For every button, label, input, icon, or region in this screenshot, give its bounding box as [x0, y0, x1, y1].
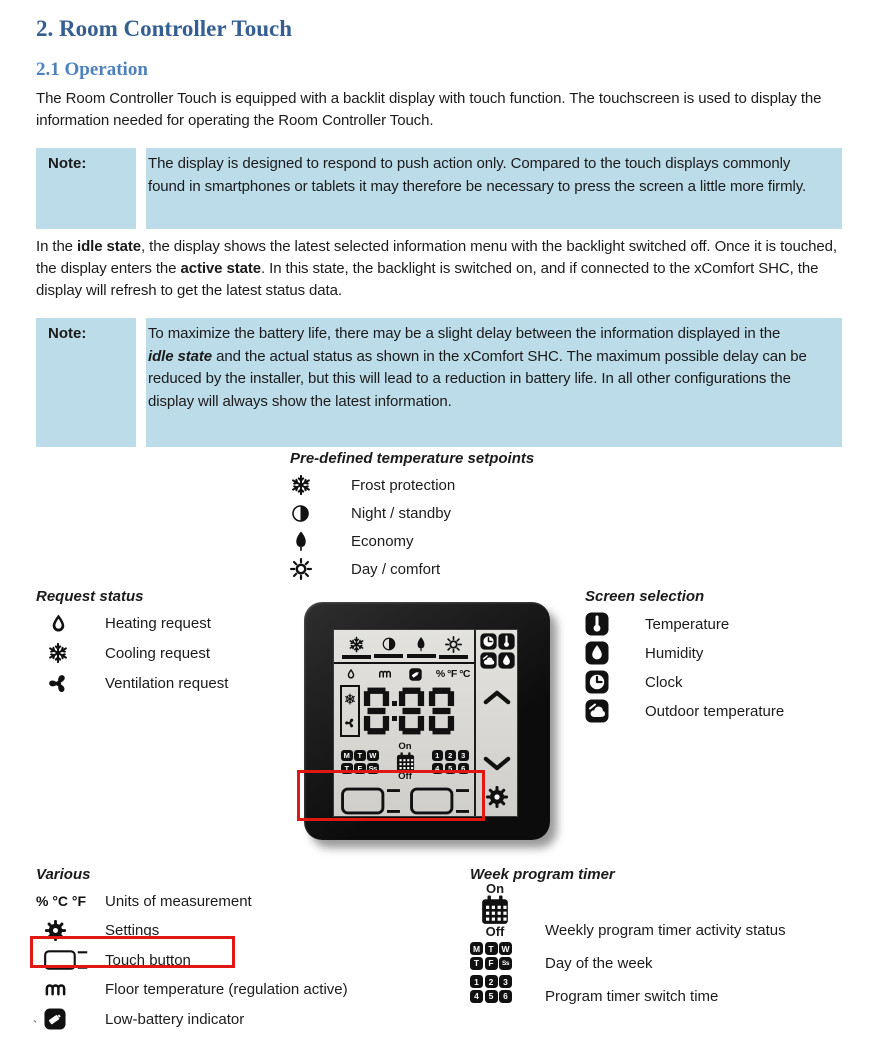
legend-label: Frost protection — [351, 476, 456, 494]
lcd-status-row — [340, 666, 470, 682]
lcd-divider — [334, 662, 474, 664]
intro-paragraph: The Room Controller Touch is equipped with a backlit display with touch function. The touchscreen is used to display the information needed for operating the Room Controller Touch. — [36, 90, 822, 129]
day-square: W — [499, 942, 512, 955]
droplet-icon — [585, 641, 645, 665]
week-timer-title: Week program timer — [470, 866, 615, 883]
day-square: T — [485, 942, 498, 955]
text-run: To maximize the battery life, there may be a slight delay between the information displayed in the — [148, 325, 781, 342]
calendar-grid-icon — [481, 895, 509, 925]
gear-icon — [485, 785, 509, 809]
legend-row — [36, 978, 348, 1001]
droplet-icon — [498, 652, 515, 669]
on-label: On — [398, 741, 412, 752]
day-square: M — [341, 750, 353, 762]
thermometer-icon — [585, 612, 645, 636]
clock-icon — [585, 670, 645, 694]
legend-row — [36, 1008, 348, 1030]
lcd-screen-select-icons — [480, 633, 516, 669]
day-square: F — [485, 957, 498, 970]
half-moon-icon — [290, 503, 351, 524]
screen-selection-title: Screen selection — [585, 588, 705, 605]
bold-idle-state: idle state — [77, 238, 142, 255]
off-label: Off — [398, 770, 412, 782]
legend-label: Clock — [645, 673, 683, 691]
legend-row — [290, 530, 534, 552]
segment-bar — [439, 655, 468, 659]
note-box-2 — [36, 318, 842, 447]
legend-label: Humidity — [645, 644, 704, 662]
note-text — [146, 318, 842, 447]
time-square: 6 — [458, 763, 470, 775]
bold-italic-idle-state: idle state — [148, 347, 213, 365]
mode-indicator — [340, 685, 360, 737]
request-status-legend — [36, 588, 228, 703]
clock-icon — [480, 633, 497, 650]
legend-label: Touch button — [105, 951, 191, 969]
bold-active-state: active state — [180, 260, 261, 277]
lcd-units-text: % °F °C — [435, 668, 470, 680]
segment-bar — [342, 655, 371, 659]
legend-label: Day / comfort — [351, 560, 441, 578]
on-label: On — [485, 881, 505, 896]
legend-label: Day of the week — [545, 955, 653, 972]
touch-button-legend-highlight-box — [30, 936, 235, 968]
note-box-1 — [36, 148, 842, 229]
text-run: , the display shows the latest selected information menu with the backlight switched off. Once it is touched, the display enters the — [36, 238, 837, 277]
setpoints-legend — [290, 450, 534, 586]
heating-drop-icon — [48, 613, 105, 634]
legend-label: Low-battery indicator — [105, 1010, 245, 1028]
day-square: T — [341, 763, 353, 775]
time-square: 2 — [445, 750, 457, 762]
legend-row — [36, 890, 348, 912]
day-square: F — [354, 763, 366, 775]
legend-row — [585, 670, 784, 694]
legend-label: Night / standby — [351, 504, 452, 522]
lcd-frost-icon — [341, 636, 372, 659]
mode-snowflake-icon — [344, 693, 356, 705]
calendar-grid-icon — [396, 752, 415, 772]
fan-icon — [47, 672, 105, 695]
note-text: The display is designed to respond to push action only. Compared to the touch displays commonly found in smartphones or tablets it may therefore be necessary to press the screen a little more firmly. — [146, 148, 842, 229]
lcd-comfort-icon — [438, 636, 469, 659]
legend-label: Weekly program timer activity status — [545, 922, 786, 939]
page-title: 2. Room Controller Touch — [36, 16, 293, 41]
lcd-setpoint-row — [340, 635, 470, 659]
colon-separator — [390, 685, 398, 737]
legend-row — [36, 612, 228, 634]
day-of-week-squares — [470, 942, 512, 970]
chevron-up-icon — [483, 690, 511, 705]
low-battery-icon — [44, 1008, 105, 1030]
legend-label: Settings — [105, 922, 160, 939]
note-gutter — [136, 148, 146, 229]
legend-label: Outdoor temperature — [645, 702, 785, 720]
digit-8 — [428, 685, 455, 737]
time-square: 3 — [458, 750, 470, 762]
seven-segment-display — [340, 685, 470, 737]
legend-row — [290, 558, 534, 580]
lcd-night-icon — [373, 636, 404, 659]
page-artifact-mark: ` — [33, 1018, 38, 1033]
chevron-down-icon — [483, 756, 511, 771]
text-run: In the — [36, 238, 77, 255]
time-square: 1 — [432, 750, 444, 762]
text-content — [36, 0, 842, 447]
outdoor-cloud-icon — [480, 652, 497, 669]
day-square: T — [470, 957, 483, 970]
sun-icon — [290, 558, 351, 580]
note-gutter — [136, 318, 146, 447]
screen-selection-legend — [585, 588, 784, 728]
timer-activity-icon-group — [472, 882, 518, 938]
lcd-floor-coil-icon — [378, 667, 392, 681]
snowflake-icon — [47, 642, 105, 664]
off-label: Off — [485, 924, 505, 939]
legend-label: Heating request — [105, 614, 211, 632]
legend-label: Temperature — [645, 615, 730, 633]
state-paragraph — [36, 236, 842, 302]
legend-row — [290, 474, 534, 496]
segment-bar — [407, 654, 436, 658]
thermometer-icon — [498, 633, 515, 650]
request-status-title: Request status — [36, 588, 144, 605]
note-label: Note: — [36, 148, 136, 229]
legend-row — [290, 502, 534, 524]
week-timer-legend — [470, 866, 880, 1031]
legend-row — [585, 612, 784, 636]
text-run: . In this state, the backlight is switched on, and if connected to the xComfort SHC, the display will refresh to get the latest status data. — [36, 260, 819, 299]
legend-row — [585, 699, 784, 723]
touch-button-highlight-box — [297, 770, 485, 821]
legend-label: Floor temperature (regulation active) — [105, 981, 348, 998]
various-title: Various — [36, 866, 91, 883]
lcd-battery-icon — [409, 668, 422, 681]
legend-row — [585, 641, 784, 665]
legend-row — [36, 642, 228, 664]
digit-8 — [398, 685, 425, 737]
time-square: 6 — [499, 990, 512, 1003]
segment-bar — [374, 654, 403, 658]
digit-8 — [363, 685, 390, 737]
time-square: 2 — [485, 975, 498, 988]
day-square: W — [367, 750, 379, 762]
time-square: 5 — [485, 990, 498, 1003]
section-title: 2.1 Operation — [36, 59, 148, 80]
leaf-icon — [290, 530, 351, 552]
legend-label: Units of measurement — [105, 892, 252, 910]
lcd-heating-icon — [345, 668, 357, 680]
legend-label: Program timer switch time — [545, 988, 719, 1005]
time-square: 4 — [432, 763, 444, 775]
outdoor-cloud-icon — [585, 699, 645, 723]
text-run: and the actual status as shown in the xComfort SHC. The maximum possible delay can be reduced by the installer, but this will lead to a reduction in battery life. In all other configurations the display will always show the latest information. — [148, 347, 807, 410]
time-square: 1 — [470, 975, 483, 988]
time-square: 3 — [499, 975, 512, 988]
time-square: 5 — [445, 763, 457, 775]
legend-label: Ventilation request — [105, 675, 229, 692]
setpoints-title: Pre-defined temperature setpoints — [290, 450, 535, 467]
legend-label: Economy — [351, 532, 414, 550]
day-square: Ss — [368, 763, 377, 773]
day-square: Ss — [499, 957, 512, 970]
floor-coil-icon — [44, 978, 105, 1001]
time-square: 4 — [470, 990, 483, 1003]
units-icon: % °C °F — [36, 893, 87, 909]
mode-fan-icon — [344, 717, 356, 729]
day-square: M — [470, 942, 483, 955]
note-label: Note: — [36, 318, 136, 447]
switch-time-squares — [470, 975, 512, 1003]
snowflake-icon — [290, 474, 351, 496]
legend-row — [36, 672, 228, 695]
legend-label: Cooling request — [105, 644, 211, 662]
day-square: T — [354, 750, 366, 762]
lcd-economy-icon — [406, 636, 437, 659]
